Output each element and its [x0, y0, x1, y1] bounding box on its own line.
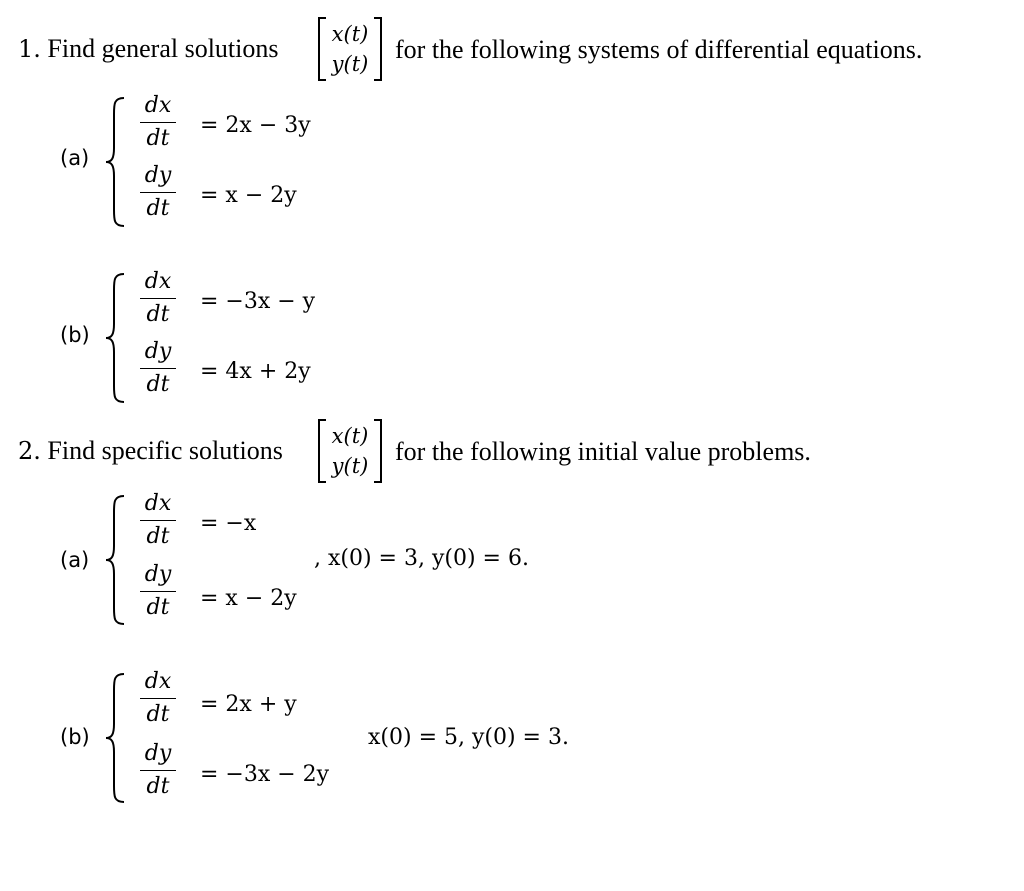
fraction-bar: [140, 770, 176, 771]
problem-1-solution-vector: [318, 17, 382, 83]
left-brace-icon: [104, 96, 128, 228]
derivative-dy-dt: [140, 561, 176, 622]
fraction-bar: [140, 520, 176, 521]
part-label: (b): [60, 323, 90, 347]
problem-2-prompt-before: Find specific solutions: [47, 436, 283, 465]
fraction-numerator: dy: [144, 562, 172, 587]
left-brace-icon: [104, 672, 128, 804]
fraction-denominator: dt: [146, 372, 170, 397]
fraction-denominator: dt: [146, 702, 170, 727]
fraction-denominator: dt: [146, 595, 170, 620]
derivative-dx-dt: [140, 92, 176, 153]
vector-component-x: x(t): [331, 424, 369, 448]
part-label: (b): [60, 725, 90, 749]
fraction-numerator: dy: [144, 741, 172, 766]
problem-1-prompt-after: for the following systems of differential equations.: [395, 35, 923, 64]
fraction-denominator: dt: [146, 196, 170, 221]
derivative-dx-dt: [140, 490, 176, 551]
left-bracket: [318, 17, 326, 81]
fraction-numerator: dy: [144, 163, 172, 188]
equation-rhs: = 2x + y: [200, 692, 297, 717]
equation-rhs: = 4x + 2y: [200, 359, 311, 384]
fraction-numerator: dx: [144, 269, 172, 294]
fraction-numerator: dx: [144, 491, 172, 516]
initial-conditions: , x(0) = 3, y(0) = 6.: [314, 546, 529, 571]
equation-rhs: = −3x − 2y: [200, 762, 330, 787]
equation-rhs: = x − 2y: [200, 586, 297, 611]
problem-1-number: 1.: [18, 35, 41, 63]
derivative-dx-dt: [140, 268, 176, 329]
derivative-dy-dt: [140, 740, 176, 801]
left-brace-icon: [104, 494, 128, 626]
derivative-dy-dt: [140, 338, 176, 399]
fraction-denominator: dt: [146, 774, 170, 799]
fraction-bar: [140, 368, 176, 369]
problem-2-prompt-after: for the following initial value problems.: [395, 437, 811, 466]
equation-rhs: = −x: [200, 511, 257, 536]
fraction-denominator: dt: [146, 302, 170, 327]
initial-conditions: x(0) = 5, y(0) = 3.: [368, 725, 569, 750]
part-label: (a): [60, 548, 90, 572]
part-label: (a): [60, 146, 90, 170]
left-bracket: [318, 419, 326, 483]
fraction-denominator: dt: [146, 126, 170, 151]
fraction-bar: [140, 192, 176, 193]
vector-component-x: x(t): [331, 22, 369, 46]
left-brace-icon: [104, 272, 128, 404]
fraction-numerator: dx: [144, 669, 172, 694]
problem-1-prompt: [18, 34, 279, 64]
equation-rhs: = −3x − y: [200, 289, 316, 314]
equation-rhs: = 2x − 3y: [200, 113, 311, 138]
problem-2-solution-vector: [318, 419, 382, 485]
derivative-dy-dt: [140, 162, 176, 223]
problem-2-prompt: [18, 436, 283, 466]
fraction-numerator: dy: [144, 339, 172, 364]
right-bracket: [374, 419, 382, 483]
fraction-bar: [140, 698, 176, 699]
fraction-bar: [140, 298, 176, 299]
fraction-bar: [140, 591, 176, 592]
right-bracket: [374, 17, 382, 81]
equation-rhs: = x − 2y: [200, 183, 297, 208]
fraction-numerator: dx: [144, 93, 172, 118]
problem-2-number: 2.: [18, 437, 41, 465]
vector-component-y: y(t): [331, 454, 369, 478]
derivative-dx-dt: [140, 668, 176, 729]
problem-1-prompt-before: Find general solutions: [47, 34, 279, 63]
fraction-bar: [140, 122, 176, 123]
vector-component-y: y(t): [331, 52, 369, 76]
fraction-denominator: dt: [146, 524, 170, 549]
